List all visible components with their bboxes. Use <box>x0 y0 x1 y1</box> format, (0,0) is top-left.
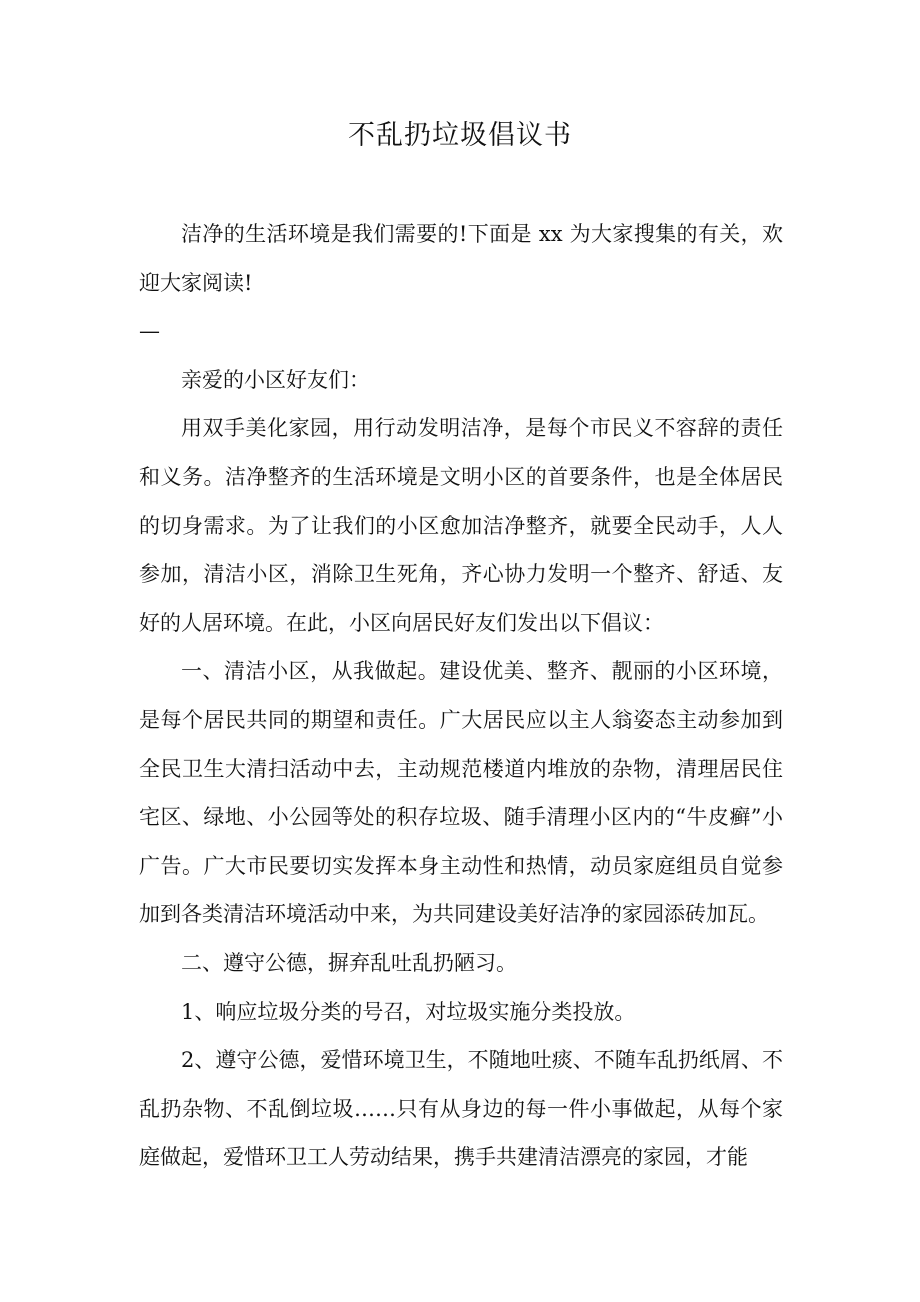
paragraph-point-two-heading: 二、遵守公德，摒弃乱吐乱扔陋习。 <box>181 950 517 975</box>
document-body <box>139 210 783 1182</box>
paragraph-item-2: 2、遵守公德，爱惜环境卫生，不随地吐痰、不随车乱扔纸屑、不乱扔杂物、不乱倒垃圾……只有从身边的每一件小事做起，从每个家庭做起，爱惜环卫工人劳动结果，携手共建清洁漂亮的家园，才能 <box>139 1048 783 1170</box>
paragraph-intro: 洁净的生活环境是我们需要的!下面是 xx 为大家搜集的有关，欢迎大家阅读! <box>139 222 783 295</box>
paragraph-opening: 用双手美化家园，用行动发明洁净，是每个市民义不容辞的责任和义务。洁净整齐的生活环境是文明小区的首要条件，也是全体居民的切身需求。为了让我们的小区愈加洁净整齐，就要全民动手，人人参加，清洁小区，消除卫生死角，齐心协力发明一个整齐、舒适、友好的人居环境。在此，小区向居民好友们发出以下倡议： <box>139 416 783 635</box>
paragraph-separator: — <box>139 319 160 344</box>
paragraph-point-one: 一、清洁小区，从我做起。建设优美、整齐、靓丽的小区环境，是每个居民共同的期望和责任。广大居民应以主人翁姿态主动参加到全民卫生大清扫活动中去，主动规范楼道内堆放的杂物，清理居民住宅区、绿地、小公园等处的积存垃圾、随手清理小区内的“牛皮癣”小广告。广大市民要切实发挥本身主动性和热情，动员家庭组员自觉参加到各类清洁环境活动中来，为共同建设美好洁净的家园添砖加瓦。 <box>139 659 783 927</box>
paragraph-salutation: 亲爱的小区好友们： <box>181 367 370 392</box>
paragraph-item-1: 1、响应垃圾分类的号召，对垃圾实施分类投放。 <box>181 999 636 1024</box>
document-title: 不乱扔垃圾倡议书 <box>348 120 572 151</box>
